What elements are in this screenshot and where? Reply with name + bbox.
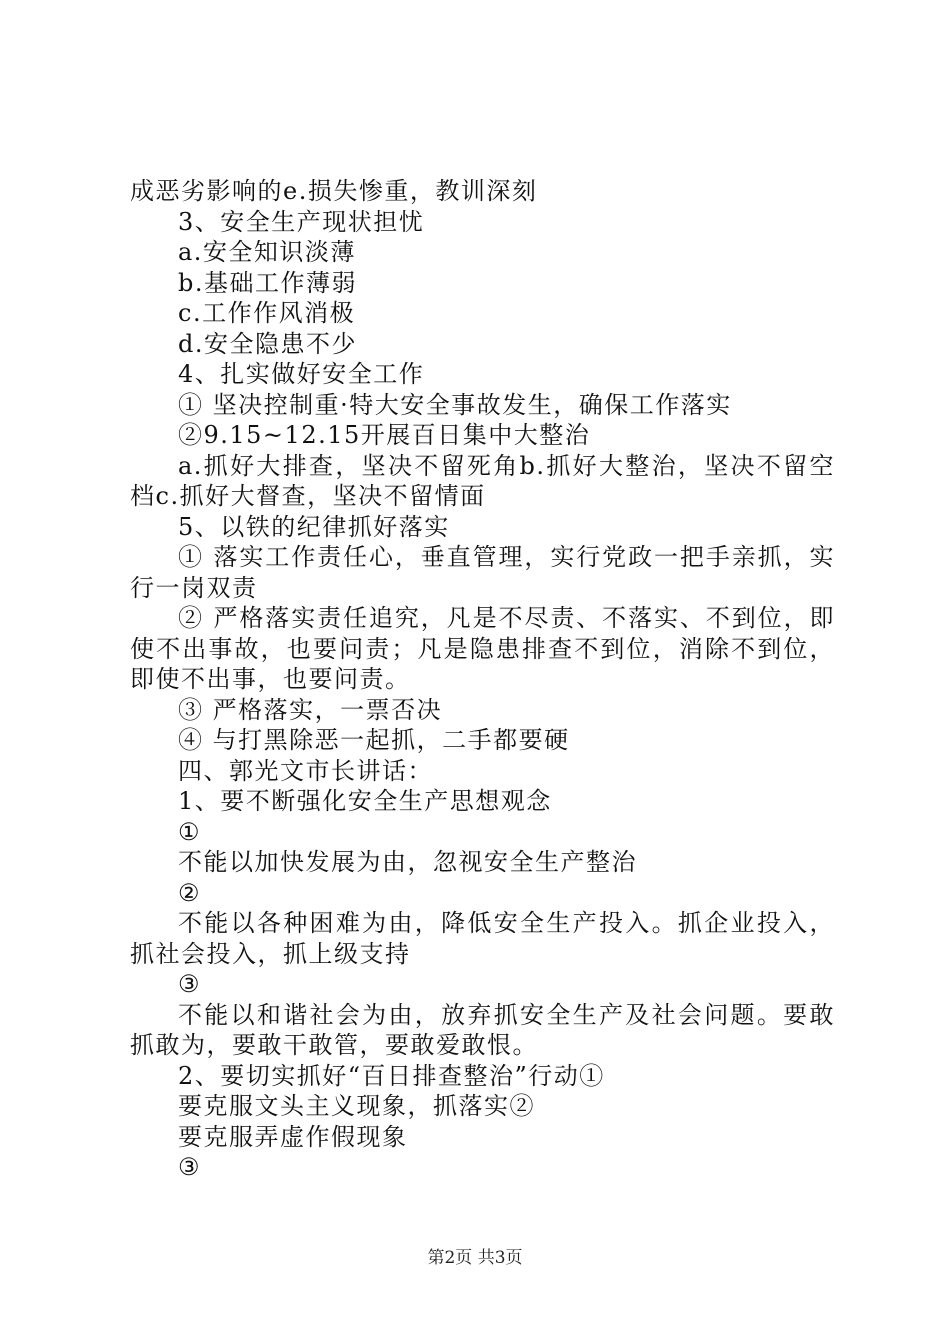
section-heading: 4、扎实做好安全工作 xyxy=(178,360,425,388)
document-body xyxy=(130,176,835,1183)
list-item: ① 坚决控制重·特大安全事故发生，确保工作落实 xyxy=(178,390,732,419)
list-item: c.工作作风消极 xyxy=(178,299,356,327)
paragraph: a.抓好大排查，坚决不留死角b.抓好大整治，坚决不留空档c.抓好大督查，坚决不留情面 xyxy=(130,451,835,510)
list-marker: ③ xyxy=(178,970,202,998)
text-line: 成恶劣影响的e.损失惨重，教训深刻 xyxy=(130,177,538,205)
list-marker: ① xyxy=(178,817,202,846)
section-heading: 5、以铁的纪律抓好落实 xyxy=(178,512,450,541)
list-item: ②9.15~12.15开展百日集中大整治 xyxy=(178,421,591,449)
list-item: 要克服弄虚作假现象 xyxy=(178,1122,408,1151)
paragraph: 不能以和谐社会为由，放弃抓安全生产及社会问题。要敢抓敢为，要敢干敢管，要敢爱敢恨。 xyxy=(130,1000,835,1059)
section-heading: 四、郭光文市长讲话： xyxy=(178,756,433,785)
list-item: ④ 与打黑除恶一起抓，二手都要硬 xyxy=(178,726,570,754)
section-heading: 1、要不断强化安全生产思想观念 xyxy=(178,787,552,815)
list-item: ③ 严格落实，一票否决 xyxy=(178,695,443,724)
list-item: d.安全隐患不少 xyxy=(178,329,357,358)
list-marker: ③ xyxy=(178,1153,202,1181)
list-item: 要克服文头主义现象，抓落实② xyxy=(178,1092,535,1120)
section-heading: 3、安全生产现状担忧 xyxy=(178,207,425,236)
paragraph: 不能以各种困难为由，降低安全生产投入。抓企业投入，抓社会投入，抓上级支持 xyxy=(130,909,835,968)
list-item: a.安全知识淡薄 xyxy=(178,238,356,266)
list-item: b.基础工作薄弱 xyxy=(178,268,357,297)
section-heading: 2、要切实抓好“百日排查整治”行动① xyxy=(178,1061,605,1090)
paragraph: ② 严格落实责任追究，凡是不尽责、不落实、不到位，即使不出事故，也要问责；凡是隐患排查不到位，消除不到位，即使不出事，也要问责。 xyxy=(130,604,835,693)
paragraph: ① 落实工作责任心，垂直管理，实行党政一把手亲抓，实行一岗双责 xyxy=(130,543,835,602)
list-marker: ② xyxy=(178,878,202,907)
page-number-footer: 第2页 共3页 xyxy=(427,1248,523,1268)
list-item: 不能以加快发展为由，忽视安全生产整治 xyxy=(178,848,637,876)
